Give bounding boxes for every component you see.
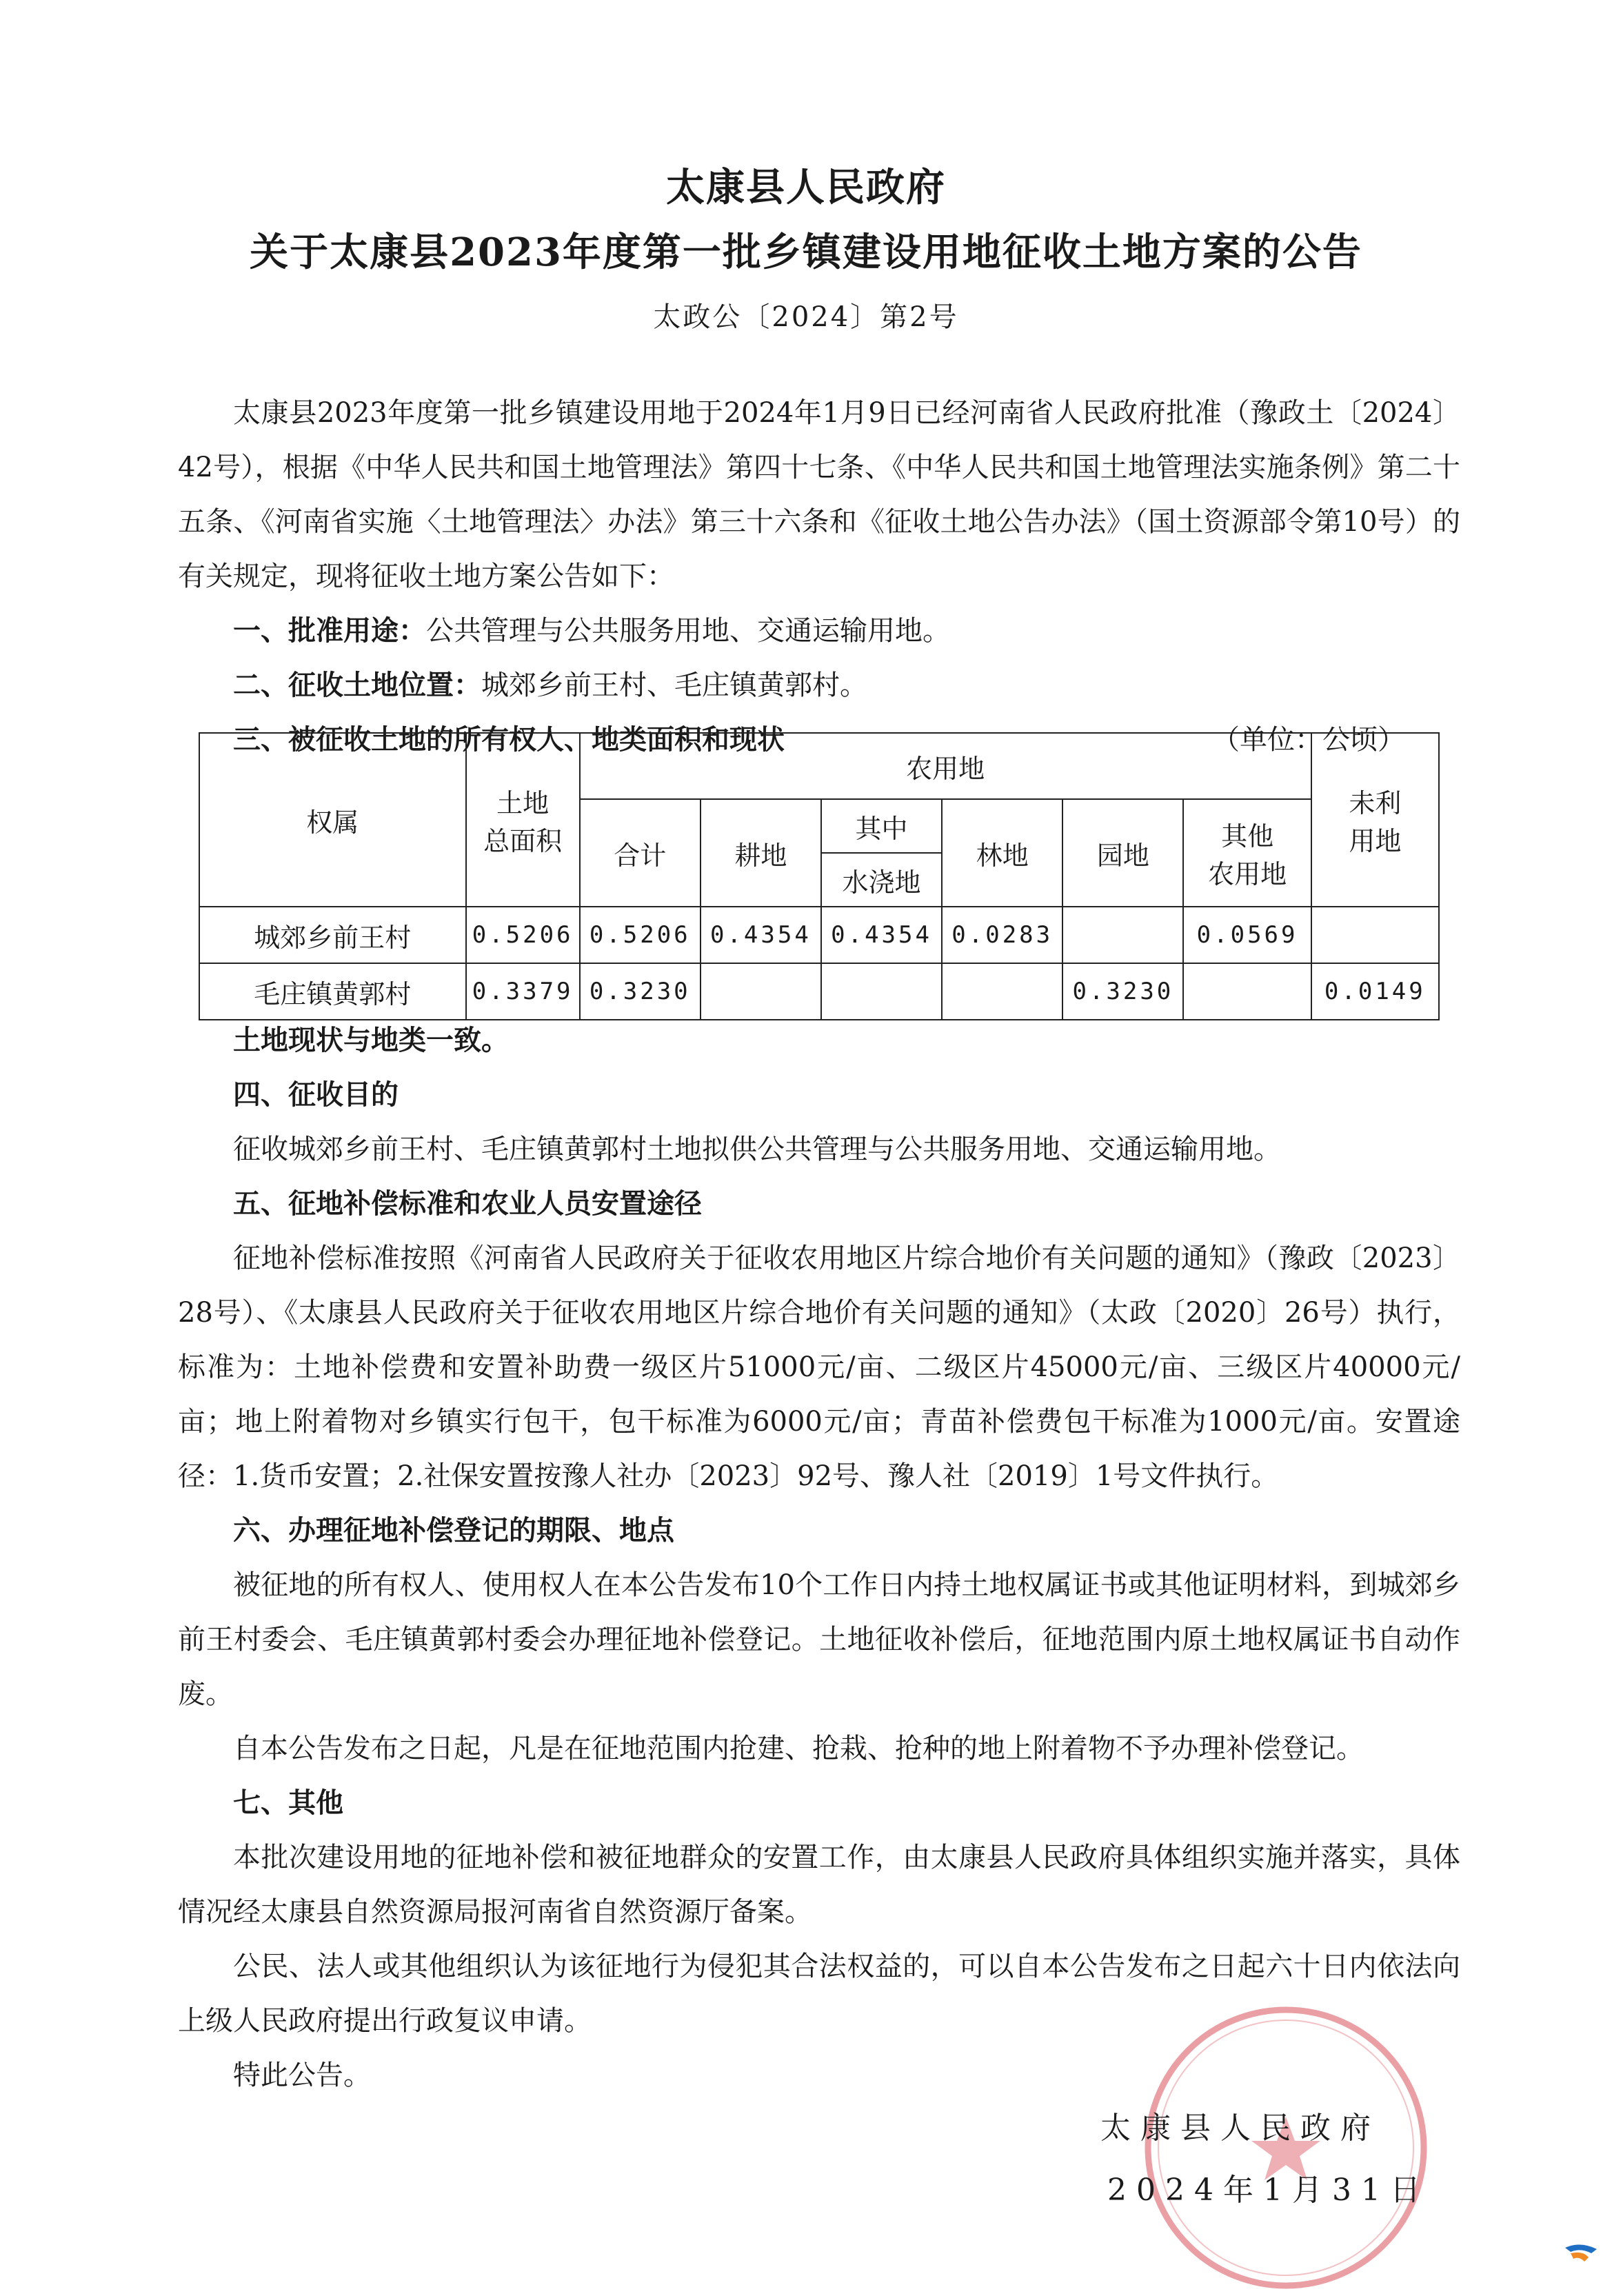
row1-irrigated: 0.4354 xyxy=(821,907,942,963)
status-note: 土地现状与地类一致。 xyxy=(233,1025,509,1056)
header-total-l2: 总面积 xyxy=(483,826,563,856)
body-text-2 xyxy=(178,1014,1460,2103)
row1-total: 0.5206 xyxy=(466,907,580,963)
row1-unused xyxy=(1311,907,1439,963)
section-1-text: 公共管理与公共服务用地、交通运输用地。 xyxy=(426,615,950,647)
row2-irrigated xyxy=(821,963,942,1020)
land-table xyxy=(199,732,1440,1020)
section-6-text-1: 被征地的所有权人、使用权人在本公告发布10个工作日内持土地权属证书或其他证明材料，到城郊乡前王村委会、毛庄镇黄郭村委会办理征地补偿登记。土地征收补偿后，征地范围内原土地权属证书自动作废。 xyxy=(178,1569,1460,1710)
section-1 xyxy=(178,604,1460,658)
row2-forest xyxy=(942,963,1062,1020)
section-7-text-2: 公民、法人或其他组织认为该征地行为侵犯其合法权益的，可以自本公告发布之日起六十日内依法向上级人民政府提出行政复议申请。 xyxy=(178,1951,1460,2037)
section-7-text-1: 本批次建设用地的征地补偿和被征地群众的安置工作，由太康县人民政府具体组织实施并落实，具体情况经太康县自然资源局报河南省自然资源厅备案。 xyxy=(178,1842,1460,1928)
row2-arable xyxy=(701,963,821,1020)
taikang-logo-icon xyxy=(1557,2241,1605,2278)
section-3-heading: 三、被征收土地的所有权人、地类面积和现状 xyxy=(233,724,785,756)
header-other-l1: 其他 xyxy=(1221,821,1274,852)
header-sum: 合计 xyxy=(580,799,701,907)
section-4-text: 征收城郊乡前王村、毛庄镇黄郭村土地拟供公共管理与公共服务用地、交通运输用地。 xyxy=(233,1134,1281,1165)
header-irrigated: 水浇地 xyxy=(821,853,942,907)
signature-organization: 太康县人民政府 xyxy=(1100,2111,1380,2146)
section-6-heading: 六、办理征地补偿登记的期限、地点 xyxy=(233,1515,674,1547)
closing-text: 特此公告。 xyxy=(233,2060,371,2091)
header-unused xyxy=(1311,733,1439,907)
section-2-text: 城郊乡前王村、毛庄镇黄郭村。 xyxy=(481,669,867,701)
row1-garden xyxy=(1062,907,1183,963)
title-line-1: 太康县人民政府 xyxy=(666,165,946,210)
unit-label: （单位：公顷） xyxy=(1212,724,1405,756)
row2-owner: 毛庄镇黄郭村 xyxy=(199,963,466,1020)
row2-sum: 0.3230 xyxy=(580,963,701,1020)
section-6-text-2: 自本公告发布之日起，凡是在征地范围内抢建、抢栽、抢种的地上附着物不予办理补偿登记。 xyxy=(233,1733,1364,1764)
section-2-heading: 二、征收土地位置： xyxy=(233,669,481,701)
section-5-text: 征地补偿标准按照《河南省人民政府关于征收农用地区片综合地价有关问题的通知》（豫政〔2023〕28号）、《太康县人民政府关于征收农用地区片综合地价有关问题的通知》（太政〔2020〕26号）执行，标准为：土地补偿费和安置补助费一级区片51000元/亩、二级区片45000元/亩、三级区片40000元/亩；地上附着物对乡镇实行包干，包干标准为6000元/亩；青苗补偿费包干标准为1000元/亩。安置途径：1.货币安置；2.社保安置按豫人社办〔2023〕92号、豫人社〔2019〕1号文件执行。 xyxy=(178,1242,1460,1492)
official-seal-icon xyxy=(1138,2000,1434,2296)
table-row xyxy=(199,907,1439,963)
header-unused-l2: 用地 xyxy=(1349,826,1402,856)
header-arable: 耕地 xyxy=(701,799,821,907)
row1-arable: 0.4354 xyxy=(701,907,821,963)
row1-other: 0.0569 xyxy=(1183,907,1311,963)
section-1-heading: 一、批准用途： xyxy=(233,615,426,647)
header-total-l1: 土地 xyxy=(496,788,550,818)
row2-total: 0.3379 xyxy=(466,963,580,1020)
header-agri: 农用地 xyxy=(580,733,1311,799)
document-number: 太政公〔2024〕第2号 xyxy=(653,301,959,333)
row1-forest: 0.0283 xyxy=(942,907,1062,963)
header-other xyxy=(1183,799,1311,907)
section-4-heading: 四、征收目的 xyxy=(233,1079,399,1111)
signature-date: 2024年1月31日 xyxy=(1107,2173,1430,2208)
row2-garden: 0.3230 xyxy=(1062,963,1183,1020)
header-owner: 权属 xyxy=(199,733,466,907)
header-other-l2: 农用地 xyxy=(1208,859,1287,889)
table-row xyxy=(199,963,1439,1020)
section-5-heading: 五、征地补偿标准和农业人员安置途径 xyxy=(233,1188,702,1220)
header-forest: 林地 xyxy=(942,799,1062,907)
row1-sum: 0.5206 xyxy=(580,907,701,963)
header-of-which: 其中 xyxy=(821,799,942,853)
body-text xyxy=(178,386,1460,767)
row2-other xyxy=(1183,963,1311,1020)
header-total xyxy=(466,733,580,907)
section-7-heading: 七、其他 xyxy=(233,1787,343,1819)
row1-owner: 城郊乡前王村 xyxy=(199,907,466,963)
header-garden: 园地 xyxy=(1062,799,1183,907)
intro-paragraph: 太康县2023年度第一批乡镇建设用地于2024年1月9日已经河南省人民政府批准（豫政土〔2024〕42号），根据《中华人民共和国土地管理法》第四十七条、《中华人民共和国土地管理法实施条例》第二十五条、《河南省实施〈土地管理法〉办法》第三十六条和《征收土地公告办法》（国土资源部令第10号）的有关规定，现将征收土地方案公告如下： xyxy=(178,397,1460,592)
row2-unused: 0.0149 xyxy=(1311,963,1439,1020)
header-unused-l1: 未利 xyxy=(1349,788,1402,818)
title-line-2: 关于太康县2023年度第一批乡镇建设用地征收土地方案的公告 xyxy=(250,230,1362,275)
section-2 xyxy=(178,658,1460,713)
